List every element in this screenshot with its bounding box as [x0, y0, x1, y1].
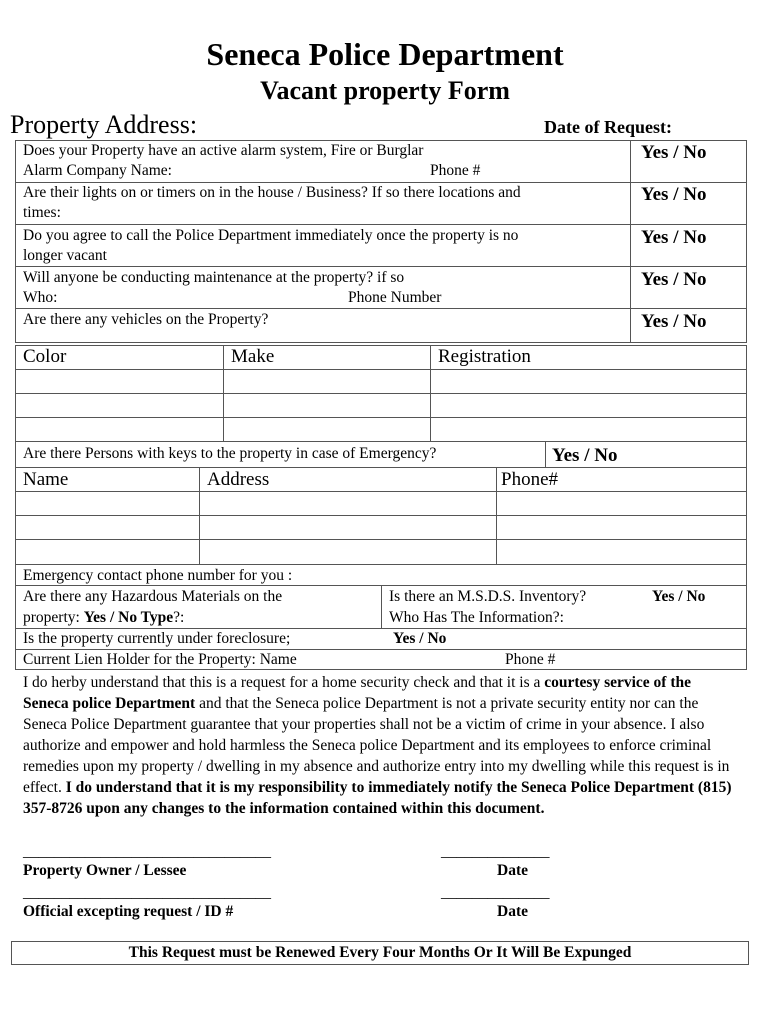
- question-vehicles: Are there any vehicles on the Property?: [23, 311, 269, 328]
- keys-phone-cell[interactable]: [497, 492, 746, 515]
- maintenance-who-label: Who:: [23, 289, 58, 306]
- owner-signature-label: Property Owner / Lessee: [23, 862, 187, 879]
- hazmat-question-cont: property: Yes / No Type?:: [23, 609, 185, 626]
- renewal-notice: This Request must be Renewed Every Four Months Or It Will Be Expunged: [11, 941, 749, 965]
- vehicle-registration-cell[interactable]: [431, 394, 746, 417]
- msds-who-label: Who Has The Information?:: [389, 609, 564, 626]
- official-signature-label: Official excepting request / ID #: [23, 903, 234, 920]
- keys-phone-header: Phone#: [501, 469, 558, 490]
- official-date-label: Date: [497, 903, 528, 920]
- property-address-label: Property Address:: [10, 110, 198, 139]
- question-lights: Are their lights on or timers on in the house / Business? If so there locations and: [23, 184, 521, 201]
- owner-date-label: Date: [497, 862, 528, 879]
- keys-yes-no[interactable]: Yes / No: [552, 445, 618, 466]
- maintenance-yes-no[interactable]: Yes / No: [641, 269, 707, 290]
- alarm-company-label: Alarm Company Name:: [23, 162, 172, 179]
- vehicle-registration-cell[interactable]: [431, 418, 746, 441]
- vehicle-make-cell[interactable]: [224, 370, 430, 393]
- emergency-contact-label: Emergency contact phone number for you :: [23, 567, 293, 584]
- keys-address-cell[interactable]: [200, 492, 496, 515]
- vehicle-registration-header: Registration: [438, 346, 531, 367]
- vehicle-color-header: Color: [23, 346, 67, 367]
- vehicle-make-cell[interactable]: [224, 394, 430, 417]
- keys-question: Are there Persons with keys to the property in case of Emergency?: [23, 445, 437, 462]
- lights-yes-no[interactable]: Yes / No: [641, 184, 707, 205]
- maintenance-phone-label: Phone Number: [348, 289, 442, 306]
- alarm-yes-no[interactable]: Yes / No: [641, 142, 707, 163]
- vehicle-color-cell[interactable]: [16, 418, 223, 441]
- vehicle-make-header: Make: [231, 346, 275, 367]
- keys-address-cell[interactable]: [200, 516, 496, 539]
- vehicle-color-cell[interactable]: [16, 394, 223, 417]
- keys-address-cell[interactable]: [200, 540, 496, 564]
- hazmat-yes-no[interactable]: Yes / No Type: [83, 609, 174, 626]
- keys-name-cell[interactable]: [16, 516, 199, 539]
- keys-address-header: Address: [207, 469, 270, 490]
- question-call-police-cont: longer vacant: [23, 247, 107, 264]
- department-title: Seneca Police Department: [206, 36, 564, 72]
- question-alarm: Does your Property have an active alarm system, Fire or Burglar: [23, 142, 424, 159]
- msds-yes-no[interactable]: Yes / No: [652, 588, 706, 605]
- keys-name-header: Name: [23, 469, 69, 490]
- owner-signature-line[interactable]: ________________________________: [23, 843, 271, 860]
- keys-name-cell[interactable]: [16, 540, 199, 564]
- form-title: Vacant property Form: [260, 76, 510, 105]
- foreclosure-question: Is the property currently under foreclosure;: [23, 630, 291, 647]
- date-of-request-label: Date of Request:: [544, 117, 672, 137]
- question-call-police: Do you agree to call the Police Department immediately once the property is no: [23, 227, 519, 244]
- vehicle-registration-cell[interactable]: [431, 370, 746, 393]
- keys-name-cell[interactable]: [16, 492, 199, 515]
- keys-phone-cell[interactable]: [497, 540, 746, 564]
- vehicle-color-cell[interactable]: [16, 370, 223, 393]
- official-signature-line[interactable]: ________________________________: [23, 884, 271, 901]
- lien-holder-label: Current Lien Holder for the Property: Name: [23, 651, 297, 668]
- call-police-yes-no[interactable]: Yes / No: [641, 227, 707, 248]
- foreclosure-yes-no[interactable]: Yes / No: [393, 630, 447, 647]
- lien-phone-label: Phone #: [505, 651, 556, 668]
- alarm-phone-label: Phone #: [430, 162, 481, 179]
- owner-date-line[interactable]: ______________: [441, 843, 550, 860]
- hazmat-question: Are there any Hazardous Materials on the: [23, 588, 283, 605]
- question-maintenance: Will anyone be conducting maintenance at the property? if so: [23, 269, 405, 286]
- msds-question: Is there an M.S.D.S. Inventory?: [389, 588, 587, 605]
- official-date-line[interactable]: ______________: [441, 884, 550, 901]
- question-lights-cont: times:: [23, 204, 61, 221]
- vehicle-make-cell[interactable]: [224, 418, 430, 441]
- keys-phone-cell[interactable]: [497, 516, 746, 539]
- statement-paragraph: I do herby understand that this is a request for a home security check and that it is a courtesy service of the Seneca police Department and that the Seneca police Department is not a private security entity nor can the Seneca Police Department guarantee that your properties shall not be a victim of crime in your absence. I also authorize and empower and hold harmless the Seneca police Department and its employees to enforce criminal remedies upon my property / dwelling in my absence and authorize entry into my dwelling while this request is in effect. I do understand that it is my responsibility to immediately notify the Seneca Police Department (815) 357-8726 upon any changes to the information contained within this document.: [23, 674, 732, 817]
- vehicles-yes-no[interactable]: Yes / No: [641, 311, 707, 332]
